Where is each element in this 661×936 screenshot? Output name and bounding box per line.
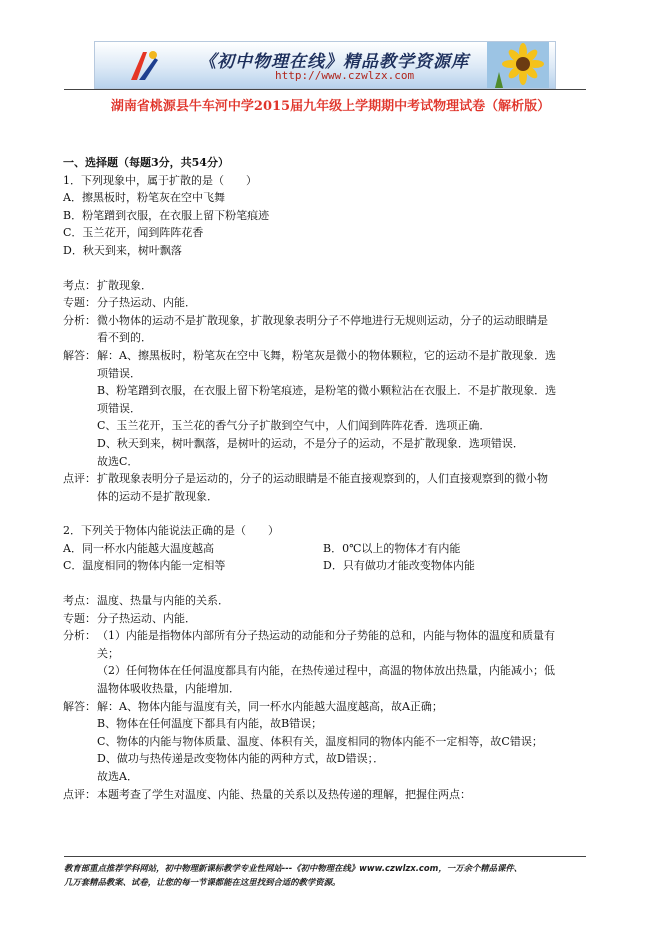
q2-zhuanti-text: 分子热运动、内能． [97, 611, 196, 625]
q1-jieda-label: 解答： [63, 348, 96, 362]
question-1-option-b: B．粉笔蹭到衣服，在衣服上留下粉笔痕迹 [63, 208, 270, 222]
question-2-stem: 2．下列关于物体内能说法正确的是（ ） [63, 524, 279, 538]
q2-jieda-label: 解答： [63, 699, 96, 713]
q2-jieda-line-2: B、物体在任何温度下都具有内能，故B错误； [97, 717, 323, 731]
sunflower-icon [487, 42, 549, 88]
footer-line-1: 教育部重点推荐学科网站，初中物理新课标教学专业性网站---《初中物理在线》www.czwlzx.com，一万余个精品课件、 [64, 863, 523, 873]
section-heading: 一、选择题（每题3分，共54分） [63, 156, 229, 169]
q2-jieda-line-5: 故选A． [97, 770, 138, 783]
q1-zhuanti-label: 专题： [63, 296, 96, 310]
q2-fenxi-label: 分析： [63, 629, 96, 643]
banner-url[interactable]: http://www.czwlzx.com [275, 69, 415, 82]
document-body [63, 154, 603, 803]
q2-jieda-line-4: D、做功与热传递是改变物体内能的两种方式，故D错误；． [97, 752, 385, 766]
q1-kaodian-text: 扩散现象． [97, 278, 152, 292]
question-1-option-c: C．玉兰花开，闻到阵阵花香 [63, 226, 204, 240]
question-2-options-row-1 [63, 540, 603, 558]
q1-jieda-line-2: 项错误． [97, 366, 141, 380]
q1-zhuanti [63, 294, 603, 312]
q2-zhuanti [63, 610, 603, 628]
q2-zhuanti-label: 专题： [63, 611, 96, 625]
question-1-option-a: A．擦黑板时，粉笔灰在空中飞舞 [63, 191, 225, 205]
question-2-option-d: D．只有做功才能改变物体内能 [323, 559, 475, 573]
q1-dianping-line-2: 体的运动不是扩散现象． [97, 489, 218, 503]
q2-fenxi [63, 627, 603, 697]
page-footer [64, 861, 604, 889]
question-2-option-a: A．同一杯水内能越大温度越高 [63, 541, 214, 555]
q1-jieda-line-4: 项错误． [97, 401, 141, 415]
q2-kaodian-text: 温度、热量与内能的关系． [97, 594, 229, 608]
q2-jieda-line-3: C、物体的内能与物体质量、温度、体积有关，温度相同的物体内能不一定相等，故C错误； [97, 734, 543, 748]
banner-title: 《初中物理在线》精品教学资源库 [199, 52, 469, 72]
q1-jieda-line-7: 故选C． [97, 454, 139, 468]
header-divider [64, 89, 586, 90]
q2-dianping-line-1: 本题考查了学生对温度、内能、热量的关系以及热传递的理解，把握住两点： [97, 787, 471, 801]
question-1-option-d: D．秋天到来，树叶飘落 [63, 243, 182, 257]
q1-kaodian-label: 考点： [63, 278, 96, 292]
q2-fenxi-line-2: 关； [97, 646, 119, 660]
site-logo-icon [125, 46, 163, 84]
q2-fenxi-line-4: 温物体吸收热量，内能增加． [97, 682, 240, 696]
q2-kaodian-label: 考点： [63, 594, 96, 608]
q1-dianping-line-1: 扩散现象表明分子是运动的，分子的运动眼睛是不能直接观察到的，人们直接观察到的微小物 [97, 472, 548, 486]
question-2-option-b: B．0℃以上的物体才有内能 [323, 541, 461, 555]
question-1-stem: 1．下列现象中，属于扩散的是（ ） [63, 173, 257, 187]
q1-dianping [63, 470, 603, 505]
q1-fenxi [63, 312, 603, 347]
q2-fenxi-line-1: （1）内能是指物体内部所有分子热运动的动能和分子势能的总和，内能与物体的温度和质量有 [97, 629, 555, 643]
question-2-option-c: C．温度相同的物体内能一定相等 [63, 559, 226, 573]
q1-jieda-line-1: 解：A、擦黑板时，粉笔灰在空中飞舞，粉笔灰是微小的物体颗粒，它的运动不是扩散现象．选 [97, 348, 556, 362]
q2-jieda-line-1: 解：A、物体内能与温度有关，同一杯水内能越大温度越高，故A正确； [97, 699, 443, 713]
q1-fenxi-line-2: 看不到的． [97, 331, 152, 345]
q2-dianping [63, 786, 603, 804]
q1-jieda-line-5: C、玉兰花开，玉兰花的香气分子扩散到空气中，人们闻到阵阵花香．选项正确． [97, 419, 491, 433]
q2-dianping-label: 点评： [63, 787, 96, 801]
q2-fenxi-line-3: （2）任何物体在任何温度都具有内能，在热传递过程中，高温的物体放出热量，内能减小；低 [97, 664, 555, 678]
q1-kaodian [63, 277, 603, 295]
question-2-options-row-2 [63, 557, 603, 575]
q1-jieda-line-6: D、秋天到来，树叶飘落，是树叶的运动，不是分子的运动，不是扩散现象．选项错误． [97, 436, 524, 450]
q1-jieda-line-3: B、粉笔蹭到衣服，在衣服上留下粉笔痕迹，是粉笔的微小颗粒沾在衣服上．不是扩散现象．选 [97, 384, 557, 398]
q1-jieda [63, 347, 603, 470]
header-banner [94, 41, 556, 89]
footer-divider [64, 856, 586, 857]
q1-fenxi-line-1: 微小物体的运动不是扩散现象，扩散现象表明分子不停地进行无规则运动，分子的运动眼睛是 [97, 313, 548, 327]
q1-dianping-label: 点评： [63, 472, 96, 486]
footer-line-2: 几万套精品教案、试卷，让您的每一节课都能在这里找到合适的教学资源。 [64, 877, 341, 887]
q2-kaodian [63, 592, 603, 610]
q2-jieda [63, 698, 603, 786]
q1-fenxi-label: 分析： [63, 313, 96, 327]
q1-zhuanti-text: 分子热运动、内能． [97, 296, 196, 310]
document-title: 湖南省桃源县牛车河中学2015届九年级上学期期中考试物理试卷（解析版） [110, 99, 551, 114]
